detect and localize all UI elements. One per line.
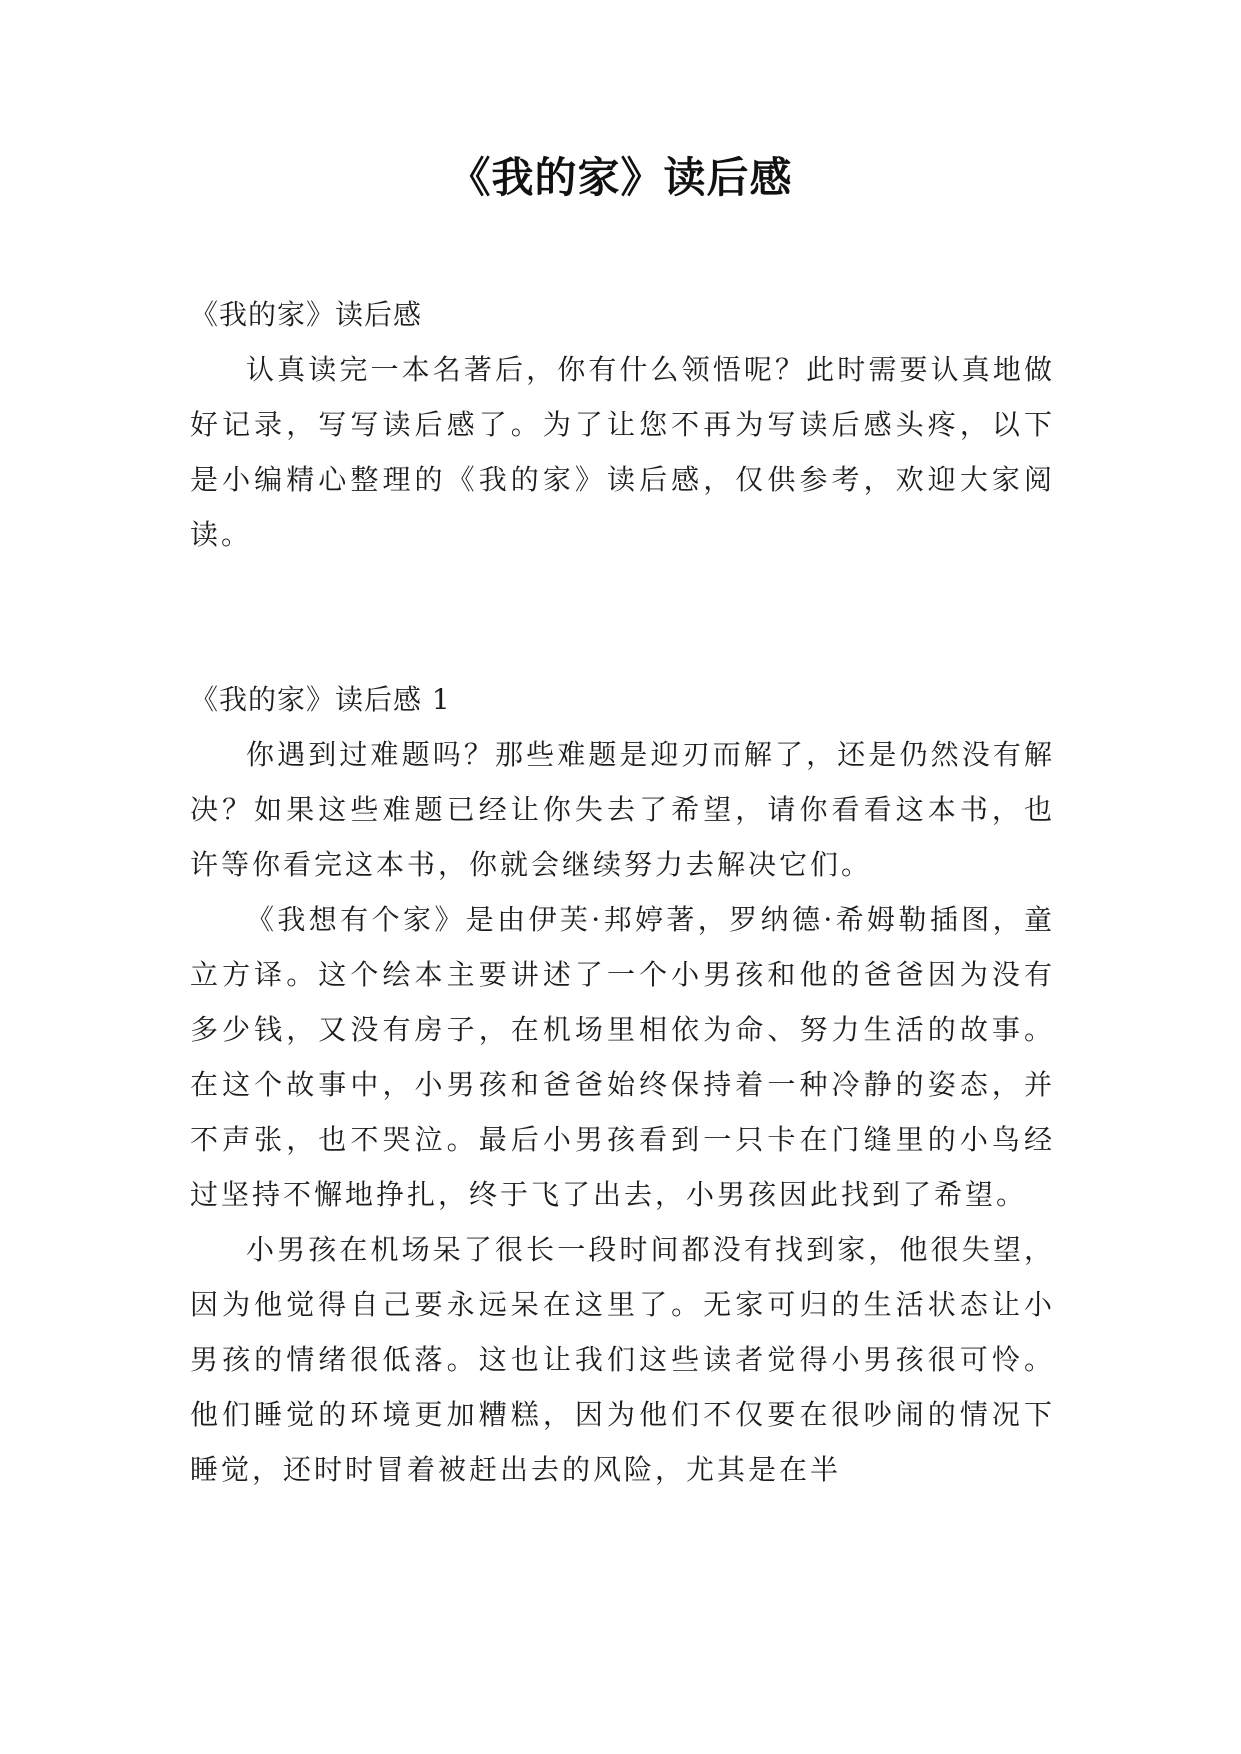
intro-paragraph: 认真读完一本名著后，你有什么领悟呢？此时需要认真地做好记录，写写读后感了。为了让您不再为写读后感头疼，以下是小编精心整理的《我的家》读后感，仅供参考，欢迎大家阅读。 (190, 353, 1055, 551)
document-body (190, 287, 1055, 1497)
document-title: 《我的家》读后感 (448, 153, 793, 202)
body-paragraph: 你遇到过难题吗？那些难题是迎刃而解了，还是仍然没有解决？如果这些难题已经让你失去了希望，请你看看这本书，也许等你看完这本书，你就会继续努力去解决它们。 (190, 738, 1055, 881)
section-spacer (190, 562, 1055, 672)
section-heading: 《我的家》读后感 1 (190, 683, 451, 716)
body-paragraph: 《我想有个家》是由伊芙·邦婷著，罗纳德·希姆勒插图，童立方译。这个绘本主要讲述了一个小男孩和他的爸爸因为没有多少钱，又没有房子，在机场里相依为命、努力生活的故事。在这个故事中，小男孩和爸爸始终保持着一种冷静的姿态，并不声张，也不哭泣。最后小男孩看到一只卡在门缝里的小鸟经过坚持不懈地挣扎，终于飞了出去，小男孩因此找到了希望。 (190, 903, 1055, 1211)
body-paragraph: 小男孩在机场呆了很长一段时间都没有找到家，他很失望，因为他觉得自己要永远呆在这里了。无家可归的生活状态让小男孩的情绪很低落。这也让我们这些读者觉得小男孩很可怜。他们睡觉的环境更加糟糕，因为他们不仅要在很吵闹的情况下睡觉，还时时冒着被赶出去的风险，尤其是在半 (190, 1233, 1055, 1486)
document-subtitle: 《我的家》读后感 (190, 298, 423, 331)
